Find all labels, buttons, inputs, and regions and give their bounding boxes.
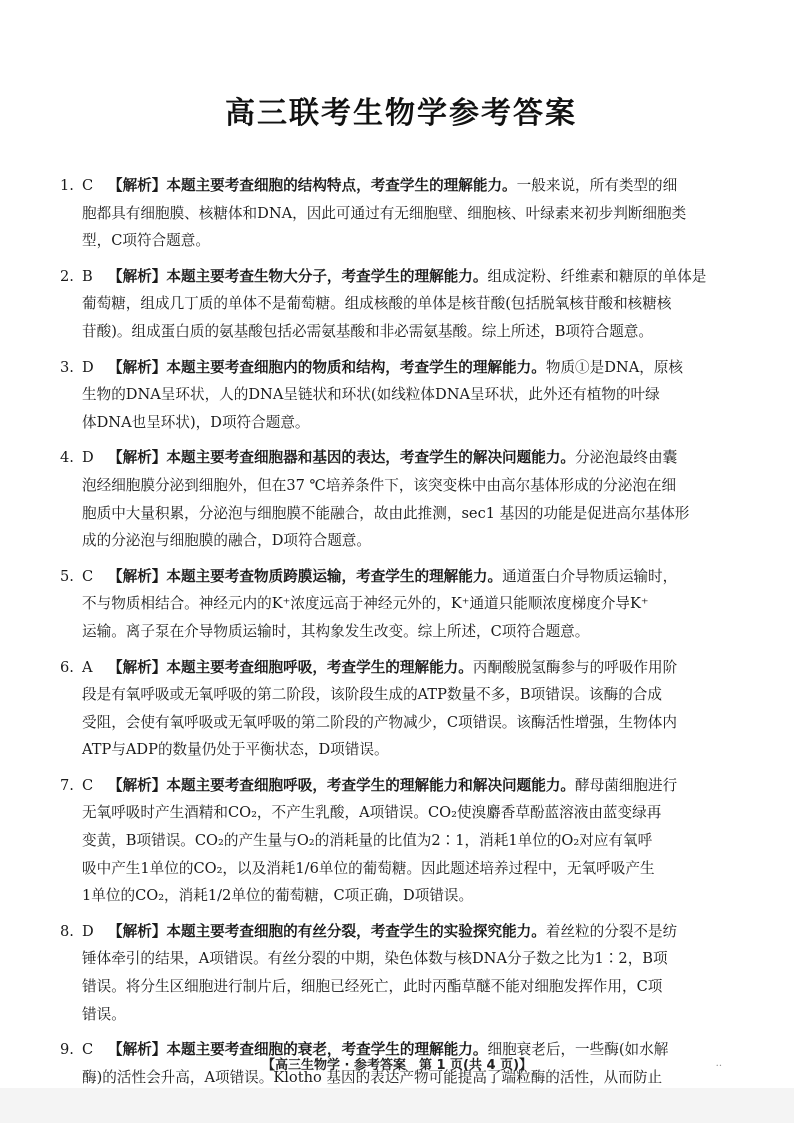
page-title: 高三联考生物学参考答案	[225, 96, 577, 131]
analysis-tag: 【解析】	[108, 267, 167, 285]
answer-item	[60, 444, 742, 554]
analysis-text: 着丝粒的分裂不是纺	[545, 922, 678, 940]
answer-line	[60, 172, 742, 200]
analysis-focus: 本题主要考查细胞的结构特点，考查学生的理解能力。	[166, 177, 517, 194]
analysis-text: 胞质中大量积累，分泌泡与细胞膜不能融合，故由此推测，sec1 基因的功能是促进高尔基体形	[82, 504, 690, 522]
answer-list	[60, 172, 742, 1119]
answer-line	[60, 227, 742, 255]
page-footer: 【高三生物学 · 参考答案 第 1 页(共 4 页)】	[261, 1058, 533, 1073]
analysis-text: 苷酸)。组成蛋白质的氨基酸包括必需氨基酸和非必需氨基酸。综上所述，B项符合题意。	[82, 322, 653, 340]
analysis-focus: 本题主要考查生物大分子，考查学生的理解能力。	[166, 267, 488, 285]
analysis-text: 吸中产生1单位的CO₂，以及消耗1/6单位的葡萄糖。因此题述培养过程中，无氧呼吸产生	[82, 859, 655, 877]
question-number: 7.	[60, 776, 74, 794]
answer-line	[60, 381, 742, 409]
answer-line	[60, 827, 742, 855]
analysis-text: 运输。离子泵在介导物质运输时，其构象发生改变。综上所述，C项符合题意。	[82, 622, 590, 640]
question-number: 9.	[60, 1041, 74, 1059]
answer-line	[60, 290, 742, 318]
answer-line	[60, 918, 742, 946]
answer-letter: C	[82, 776, 94, 794]
answer-letter: C	[82, 1041, 94, 1059]
answer-line	[60, 318, 742, 346]
analysis-tag: 【解析】	[108, 776, 167, 794]
answer-letter: A	[82, 658, 93, 676]
answer-item	[60, 172, 742, 255]
analysis-text: 胞都具有细胞膜、核糖体和DNA，因此可通过有无细胞壁、细胞核、叶绿素来初步判断细胞类	[82, 204, 687, 222]
analysis-focus: 本题主要考查细胞内的物质和结构，考查学生的理解能力。	[166, 358, 546, 376]
analysis-text: 错误。	[82, 1005, 126, 1023]
answer-letter: D	[82, 358, 94, 376]
analysis-text: 组成淀粉、纤维素和糖原的单体是	[487, 267, 707, 285]
analysis-text: 酵母菌细胞进行	[575, 776, 678, 794]
question-number: 8.	[60, 922, 74, 940]
analysis-text: 受阻，会使有氧呼吸或无氧呼吸的第二阶段的产物减少，C项错误。该酶活性增强，生物体内	[82, 713, 677, 731]
answer-item	[60, 654, 742, 764]
analysis-text: 通道蛋白介导物质运输时，	[502, 567, 678, 585]
corner-mark: ..	[715, 1058, 722, 1069]
analysis-text: 型，C项符合题意。	[82, 232, 210, 250]
analysis-text: 无氧呼吸时产生酒精和CO₂，不产生乳酸，A项错误。CO₂使溴麝香草酚蓝溶液由蓝变绿再	[82, 804, 662, 822]
analysis-text: 不与物质相结合。神经元内的K⁺浓度远高于神经元外的，K⁺通道只能顺浓度梯度介导K⁺	[82, 595, 649, 613]
analysis-tag: 【解析】	[108, 922, 167, 940]
analysis-tag: 【解析】	[108, 658, 167, 676]
analysis-focus: 本题主要考查细胞呼吸，考查学生的理解能力和解决问题能力。	[166, 776, 576, 794]
analysis-focus: 本题主要考查细胞的衰老，考查学生的理解能力。	[166, 1041, 488, 1059]
question-number: 5.	[60, 567, 74, 585]
answer-line	[60, 945, 742, 973]
answer-line	[60, 354, 742, 382]
answer-item	[60, 563, 742, 646]
answer-line	[60, 472, 742, 500]
answer-line	[60, 500, 742, 528]
answer-line	[60, 681, 742, 709]
analysis-text: 变黄，B项错误。CO₂的产生量与O₂的消耗量的比值为2∶1，消耗1单位的O₂对应有氧呼	[82, 832, 653, 850]
answer-line	[60, 973, 742, 1001]
answer-letter: D	[82, 922, 94, 940]
answer-line	[60, 409, 742, 437]
analysis-text: 体DNA也呈环状)，D项符合题意。	[82, 413, 310, 431]
analysis-text: 锤体牵引的结果，A项错误。有丝分裂的中期，染色体数与核DNA分子数之比为1∶2，B项	[82, 950, 668, 968]
analysis-tag: 【解析】	[108, 567, 167, 585]
analysis-text: 分泌泡最终由囊	[575, 449, 678, 467]
answer-line	[60, 618, 742, 646]
answer-line	[60, 855, 742, 883]
analysis-tag: 【解析】	[108, 449, 167, 467]
answer-letter: B	[82, 267, 93, 285]
analysis-tag: 【解析】	[108, 177, 167, 194]
answer-line	[60, 590, 742, 618]
analysis-text: ATP与ADP的数量仍处于平衡状态，D项错误。	[82, 741, 389, 759]
answer-line	[60, 799, 742, 827]
analysis-text: 成的分泌泡与细胞膜的融合，D项符合题意。	[82, 532, 371, 550]
analysis-focus: 本题主要考查细胞的有丝分裂，考查学生的实验探究能力。	[166, 922, 546, 940]
bottom-band	[0, 1088, 794, 1123]
analysis-text: 错误。将分生区细胞进行制片后，细胞已经死亡，此时丙酯草醚不能对细胞发挥作用，C项	[82, 978, 663, 996]
analysis-text: 葡萄糖，组成几丁质的单体不是葡萄糖。组成核酸的单体是核苷酸(包括脱氧核苷酸和核糖核	[82, 295, 672, 313]
answer-line	[60, 527, 742, 555]
analysis-focus: 本题主要考查细胞器和基因的表达，考查学生的解决问题能力。	[166, 449, 576, 467]
answer-line	[60, 654, 742, 682]
answer-line	[60, 709, 742, 737]
answer-item	[60, 918, 742, 1028]
answer-letter: C	[82, 177, 94, 194]
answer-line	[60, 1001, 742, 1029]
answer-line	[60, 882, 742, 910]
question-number: 1.	[60, 177, 74, 194]
analysis-tag: 【解析】	[108, 358, 167, 376]
answer-line	[60, 772, 742, 800]
analysis-focus: 本题主要考查细胞呼吸，考查学生的理解能力。	[166, 658, 473, 676]
answer-item	[60, 354, 742, 437]
analysis-text: 细胞衰老后，一些酶(如水解	[487, 1041, 669, 1059]
analysis-text: 一般来说，所有类型的细	[516, 177, 678, 194]
answer-item	[60, 263, 742, 346]
answer-line	[60, 444, 742, 472]
answer-item	[60, 772, 742, 910]
analysis-text: 生物的DNA呈环状，人的DNA呈链状和环状(如线粒体DNA呈环状，此外还有植物的叶绿	[82, 386, 660, 404]
analysis-text: 物质①是DNA，原核	[545, 358, 684, 376]
answer-letter: D	[82, 449, 94, 467]
analysis-tag: 【解析】	[108, 1041, 167, 1059]
answer-line	[60, 736, 742, 764]
analysis-text: 丙酮酸脱氢酶参与的呼吸作用阶	[472, 658, 678, 676]
question-number: 4.	[60, 449, 74, 467]
analysis-text: 1单位的CO₂，消耗1/2单位的葡萄糖，C项正确，D项错误。	[82, 887, 474, 905]
analysis-text: 泡经细胞膜分泌到细胞外，但在37 ℃培养条件下，该突变株中由高尔基体形成的分泌泡在细	[82, 476, 677, 494]
analysis-focus: 本题主要考查物质跨膜运输，考查学生的理解能力。	[166, 567, 503, 585]
question-number: 3.	[60, 358, 74, 376]
answer-line	[60, 263, 742, 291]
analysis-text: 酶)的活性会升高，A项错误。Klotho 基因的表达产物可能提高了端粒酶的活性，从而防止	[82, 1068, 663, 1086]
question-number: 2.	[60, 267, 74, 285]
analysis-text: 段是有氧呼吸或无氧呼吸的第二阶段，该阶段生成的ATP数量不多，B项错误。该酶的合成	[82, 686, 662, 704]
answer-letter: C	[82, 567, 94, 585]
answer-line	[60, 563, 742, 591]
question-number: 6.	[60, 658, 74, 676]
answer-line	[60, 200, 742, 228]
